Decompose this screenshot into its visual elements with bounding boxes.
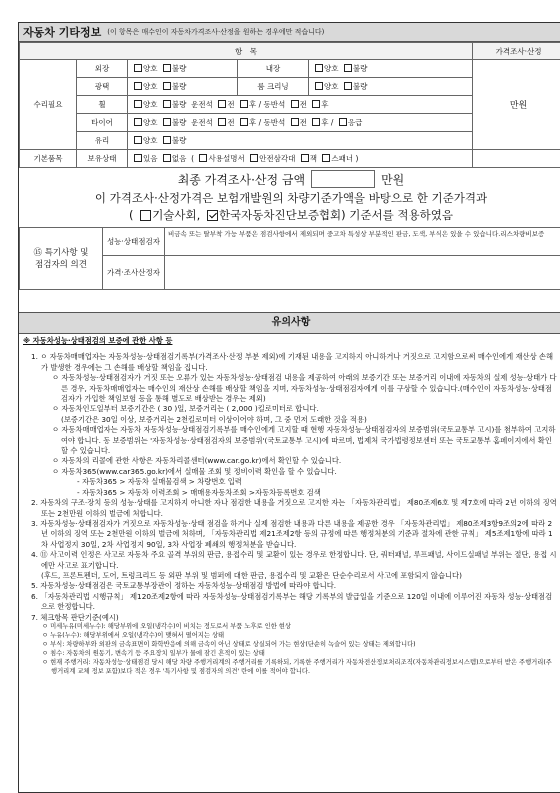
tire-emergency-checkbox[interactable] [339,118,347,126]
price-basis-line1: 이 가격조사·산정가격은 보험개발원의 차량기준가액을 바탕으로 한 기준가격과 [94,191,488,205]
triangle-checkbox[interactable] [250,154,258,162]
row-label-gloss: 광택 [77,78,128,96]
tire-poor-checkbox[interactable] [163,118,171,126]
row-label-wheel: 휠 [77,96,128,114]
gloss-poor-checkbox[interactable] [163,82,171,90]
tire-driver-front-checkbox[interactable] [218,118,226,126]
tire-driver-rear-checkbox[interactable] [240,118,248,126]
notice-item-6: 6. 「자동차관리법 시행규칙」 제120조제2항에 따라 자동차성능·상태점검기록부는 해당 기록부의 발급일을 기준으로 120일 이내에 이루어진 자동차 성능·상태점검으로 한정합니다. [31,591,553,612]
room-cleaning-poor-checkbox[interactable] [344,82,352,90]
notice-item-1: 1. ㅇ 자동차매매업자는 자동차성능·상태점검기록부(가격조사·산정 부분 제외)에 기재된 내용을 고지하지 아니하거나 거짓으로 고지함으로써 매수인에게 재산상 손해가 발생한 경우에는 그 손해를 배상할 책임을 집니다. [31,352,554,372]
exterior-poor-checkbox[interactable] [163,64,171,72]
notice-item-7-4: ㅇ 침수: 자동차의 원동기, 변속기 등 주요장치 일부가 물에 잠긴 흔적이 있는 상태 [42,649,265,657]
price-basis-line2: ( 기술사회, 한국자동차진단보증협회) 기준서를 적용하였음 [129,208,453,222]
wheel-passenger-rear-checkbox[interactable] [312,100,320,108]
final-price-input[interactable] [311,170,375,188]
wheel-poor-checkbox[interactable] [163,100,171,108]
section-note: (이 항목은 매수인이 자동차가격조사·산정을 원하는 경우에만 적습니다) [107,28,325,36]
wheel-good-checkbox[interactable] [134,100,142,108]
final-price-unit: 만원 [381,172,405,187]
spanner-checkbox[interactable] [322,154,330,162]
wheel-driver-rear-checkbox[interactable] [240,100,248,108]
notice-item-4-sub: (후드, 프론트펜더, 도어, 트렁크리드 등 외판 부위 및 범퍼에 대한 판금, 용접수리 및 교환은 단순수리로서 사고에 포함되지 않습니다) [41,570,462,580]
room-cleaning-options: 양호 불량 [309,78,473,96]
notice-item-5: 5. 자동차성능·상태점검은 국토교통부장관이 정하는 자동차성능·상태점검 방법에 따라야 합니다. [31,581,337,591]
opinion-label: ⑮ 특기사항 및 점검자의 의견 [20,228,103,290]
korea-auto-association-checkbox[interactable] [207,210,218,221]
basic-items-options: 있음 없음 ( 사용설명서 안전삼각대 잭 스패너 ) [128,150,473,168]
exterior-options: 양호 불량 [128,60,238,78]
jack-checkbox[interactable] [301,154,309,162]
gloss-options: 양호 불량 [128,78,238,96]
price-appraiser-opinion [165,256,560,290]
notice-item-1-dash-1: - 자동차365 > 자동차 실매물검색 > 차량번호 입력 [77,477,242,487]
notice-item-1-bullet-2-sub: (보증기간은 30일 이상, 보증거리는 2천킬로미터 이상이어야 하며, 그 중 먼저 도래한 것을 적용) [61,414,367,424]
inspector-opinion-table [19,227,560,290]
performance-inspector-opinion: 비금속 또는 탈부착 가능 부품은 점검사항에서 제외되며 중고차 특성상 부분적인 판금, 도색, 부식은 있을 수 있습니다.리스차량비보증 [165,228,560,256]
vehicle-condition-table [19,42,560,168]
basic-price-cell [473,150,560,168]
wheel-passenger-front-checkbox[interactable] [291,100,299,108]
notice-heading: ※ 자동차성능·상태점검의 보증에 관한 사항 등 [23,336,173,345]
repair-price-cell: 만원 [473,60,560,150]
row-label-interior: 내장 [238,60,309,78]
row-label-possession: 보유상태 [77,150,128,168]
final-price-row [19,168,560,190]
notice-item-7-5: ㅇ 현재 주행거리: 자동차성능·상태점검 당시 해당 차량 주행거리계의 주행거리를 기록하되, 기록한 주행거리가 자동차전산정보처리조직(자동차관리정보시스템)으로부터 받은 주행거리(주행거리계 교체 정보 포함)보다 적은 경우 '특기사항 및 점검자의 의견' 란에 이를 적어야 합니다. [42,658,552,675]
basic-has-checkbox[interactable] [134,154,142,162]
notice-item-1-bullet-3: ㅇ 자동차매매업자는 자동차 자동차성능·상태점검기록부를 매수인에게 고지할 때 현행 자동차성능·상태점검자의 보증범위(국토교통부 고시)를 첨부하여 고지하여야 합니다. 동 보증범위는 '자동차성능·상태점검자의 보증범위'(국토교통부 고시)에 따르며, 법제처 국가법령정보센터 또는 국토교통부 홈페이지에서 확인할 수 있습니다. [52,425,556,456]
glass-good-checkbox[interactable] [134,136,142,144]
tire-passenger-front-checkbox[interactable] [291,118,299,126]
tech-society-checkbox[interactable] [140,210,151,221]
notice-item-1-dash-2: - 자동차365 > 자동차 이력조회 > 매매용자동차조회 >자동차등록번호 검색 [77,487,321,497]
notice-item-2: 2. 자동차의 구조·장치 등의 성능·상태를 고지하지 아니한 자나 점검한 내용을 거짓으로 고지한 자는 「자동차관리법」 제80조제6호 및 제7호에 따라 2년 이하의 징역 또는 2천만원 이하의 벌금에 처합니다. [31,498,557,518]
performance-inspector-label: 성능·상태점검자 [103,228,165,256]
interior-good-checkbox[interactable] [315,64,323,72]
wheel-options: 양호 불량 운전석 전 후 / 동반석 전 후 [128,96,473,114]
tire-passenger-rear-checkbox[interactable] [312,118,320,126]
notice-item-1-bullet-4: ㅇ 자동차의 리콜에 관한 사항은 자동차리콜센터(www.car.go.kr)에서 확인할 수 있습니다. [52,456,342,466]
glass-poor-checkbox[interactable] [163,136,171,144]
row-label-room-cleaning: 룸 크리닝 [238,78,309,96]
manual-checkbox[interactable] [199,154,207,162]
interior-poor-checkbox[interactable] [344,64,352,72]
notice-item-7-2: ㅇ 누유(누수): 해당부위에서 오일(냉각수)이 맺혀서 떨어지는 상태 [42,631,225,639]
price-basis [19,190,560,224]
row-label-tire: 타이어 [77,114,128,132]
section-title: 자동차 기타정보 [23,26,102,39]
section-header [19,23,560,42]
form-sheet [18,22,560,793]
group-label-basic: 기본품목 [20,150,77,168]
room-cleaning-good-checkbox[interactable] [315,82,323,90]
column-header-price: 가격조사·산정 [473,43,560,60]
basic-none-checkbox[interactable] [163,154,171,162]
notice-item-7: 7. 체크항목 판단기준(예시) [31,612,119,622]
row-label-glass: 유리 [77,132,128,150]
column-header-item: 항 목 [20,43,473,60]
glass-options: 양호 불량 [128,132,473,150]
final-price-label: 최종 가격조사·산정 금액 [177,172,306,187]
notice-item-7-3: ㅇ 부식: 차량하부와 외판의 금속표면이 화학반응에 의해 금속이 아닌 상태로 상실되어 가는 현상(단순히 녹슬어 있는 상태는 제외합니다) [42,640,416,648]
exterior-good-checkbox[interactable] [134,64,142,72]
notice-header: 유의사항 [19,312,560,334]
notice-item-1-bullet-5: ㅇ 자동차365(www.car365.go.kr)에서 실매물 조회 및 정비이력 확인을 할 수 있습니다. [52,466,337,476]
gloss-good-checkbox[interactable] [134,82,142,90]
tire-good-checkbox[interactable] [134,118,142,126]
interior-options: 양호 불량 [309,60,473,78]
notice-item-3: 3. 자동차성능·상태점검자가 거짓으로 자동차성능·상태 점검을 하거나 실제 점검한 내용과 다른 내용을 제공한 경우 「자동차관리법」 제80조제3항9조의2에 따라 2년 이하의 징역 또는 2천만원 이하의 벌금에 처하며, 「자동차관리법 제21조제2항 등의 규정에 따른 행정처분의 기준과 절차에 관한 규칙」 제5조제1항에 따라 1차 사업정지 30일, 2차 사업정지 90일, 3차 사업장 폐쇄의 행정처분을 받습니다. [31,518,553,549]
notice-body [19,334,560,676]
row-label-exterior: 외장 [77,60,128,78]
price-appraiser-label: 가격·조사산정자 [103,256,165,290]
notice-item-1-bullet-1: ㅇ 자동차성능·상태점검자가 거짓 또는 오류가 있는 자동차성능·상태점검 내용을 제공하여 아래의 보증기간 또는 보증거리 이내에 자동차의 실제 성능·상태가 다른 경우, 자동차매매업자는 매수인의 재산상 손해를 배상할 책임을 지며, 자동차성능·상태점검자에게 이를 구상할 수 있습니다.(매수인이 자동차성능·상태점검자가 가입한 책임보험 등을 통해 별도로 배상받는 경우는 제외) [52,373,557,404]
tire-options: 양호 불량 운전석 전 후 / 동반석 전 후 / 응급 [128,114,473,132]
wheel-driver-front-checkbox[interactable] [218,100,226,108]
notice-item-1-bullet-2: ㅇ 자동차인도일부터 보증기간은 ( 30 )일, 보증거리는 ( 2,000 )킬로미터로 합니다. [52,404,319,414]
notice-item-7-1: ㅇ 미세누유(미세누수): 해당부위에 오일(냉각수)이 비치는 정도로서 부품 노후로 인한 현상 [42,622,291,630]
group-label-repair: 수리필요 [20,60,77,150]
notice-item-4: 4. ⑪ 사고이력 인정은 사고로 자동차 주요 골격 부위의 판금, 용접수리 및 교환이 있는 경우로 한정합니다. 단, 쿼터패널, 루프패널, 사이드실패널 부위는 절단, 용접 시에만 사고로 표기합니다. [31,550,557,570]
